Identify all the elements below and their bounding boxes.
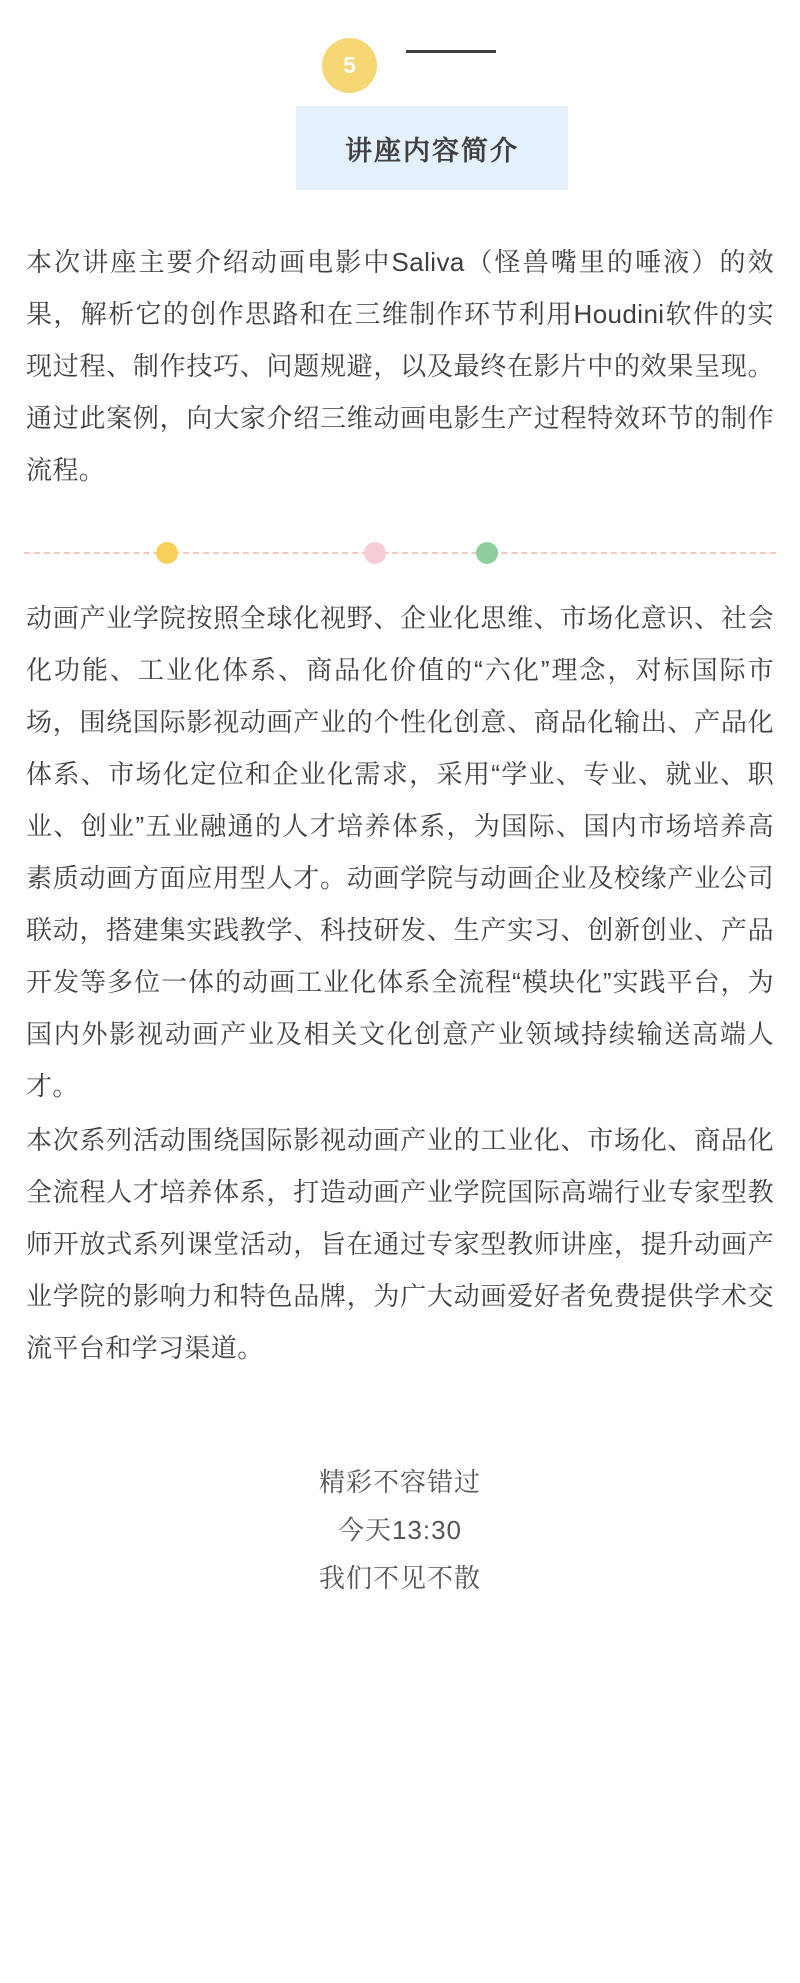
closing-line-1: 精彩不容错过 <box>318 1467 481 1497</box>
article-page <box>0 8 800 1983</box>
divider-line <box>24 552 776 554</box>
closing-line-3: 我们不见不散 <box>318 1563 481 1593</box>
section-number-badge: 5 <box>322 38 377 93</box>
divider-dot-yellow-icon <box>156 542 178 564</box>
second-paragraph: 本次系列活动围绕国际影视动画产业的工业化、市场化、商品化全流程人才培养体系，打造动画产业学院国际高端行业专家型教师开放式系列课堂活动，旨在通过专家型教师讲座，提升动画产业学院的影响力和特色品牌，为广大动画爱好者免费提供学术交流平台和学习渠道。 <box>26 1125 774 1363</box>
intro-paragraph: 本次讲座主要介绍动画电影中Saliva（怪兽嘴里的唾液）的效果，解析它的创作思路和在三维制作环节利用Houdini软件的实现过程、制作技巧、问题规避，以及最终在影片中的效果呈现。通过此案例，向大家介绍三维动画电影生产过程特效环节的制作流程。 <box>26 247 774 485</box>
divider-dot-pink-icon <box>364 542 386 564</box>
dotted-divider <box>24 518 776 588</box>
header-rule-decoration <box>406 50 496 53</box>
section-header <box>24 8 776 218</box>
section-title: 讲座内容简介 <box>345 135 519 166</box>
main-paragraph: 动画产业学院按照全球化视野、企业化思维、市场化意识、社会化功能、工业化体系、商品化价值的“六化”理念，对标国际市场，围绕国际影视动画产业的个性化创意、商品化输出、产品化体系、市场化定位和企业化需求，采用“学业、专业、就业、职业、创业”五业融通的人才培养体系，为国际、国内市场培养高素质动画方面应用型人才。动画学院与动画企业及校缘产业公司联动，搭建集实践教学、科技研发、生产实习、创新创业、产品开发等多位一体的动画工业化体系全流程“模块化”实践平台，为国内外影视动画产业及相关文化创意产业领域持续输送高端人才。 <box>26 603 774 1101</box>
divider-dot-green-icon <box>476 542 498 564</box>
closing-line-2: 今天13:30 <box>337 1515 463 1545</box>
closing-block <box>24 1458 776 1662</box>
